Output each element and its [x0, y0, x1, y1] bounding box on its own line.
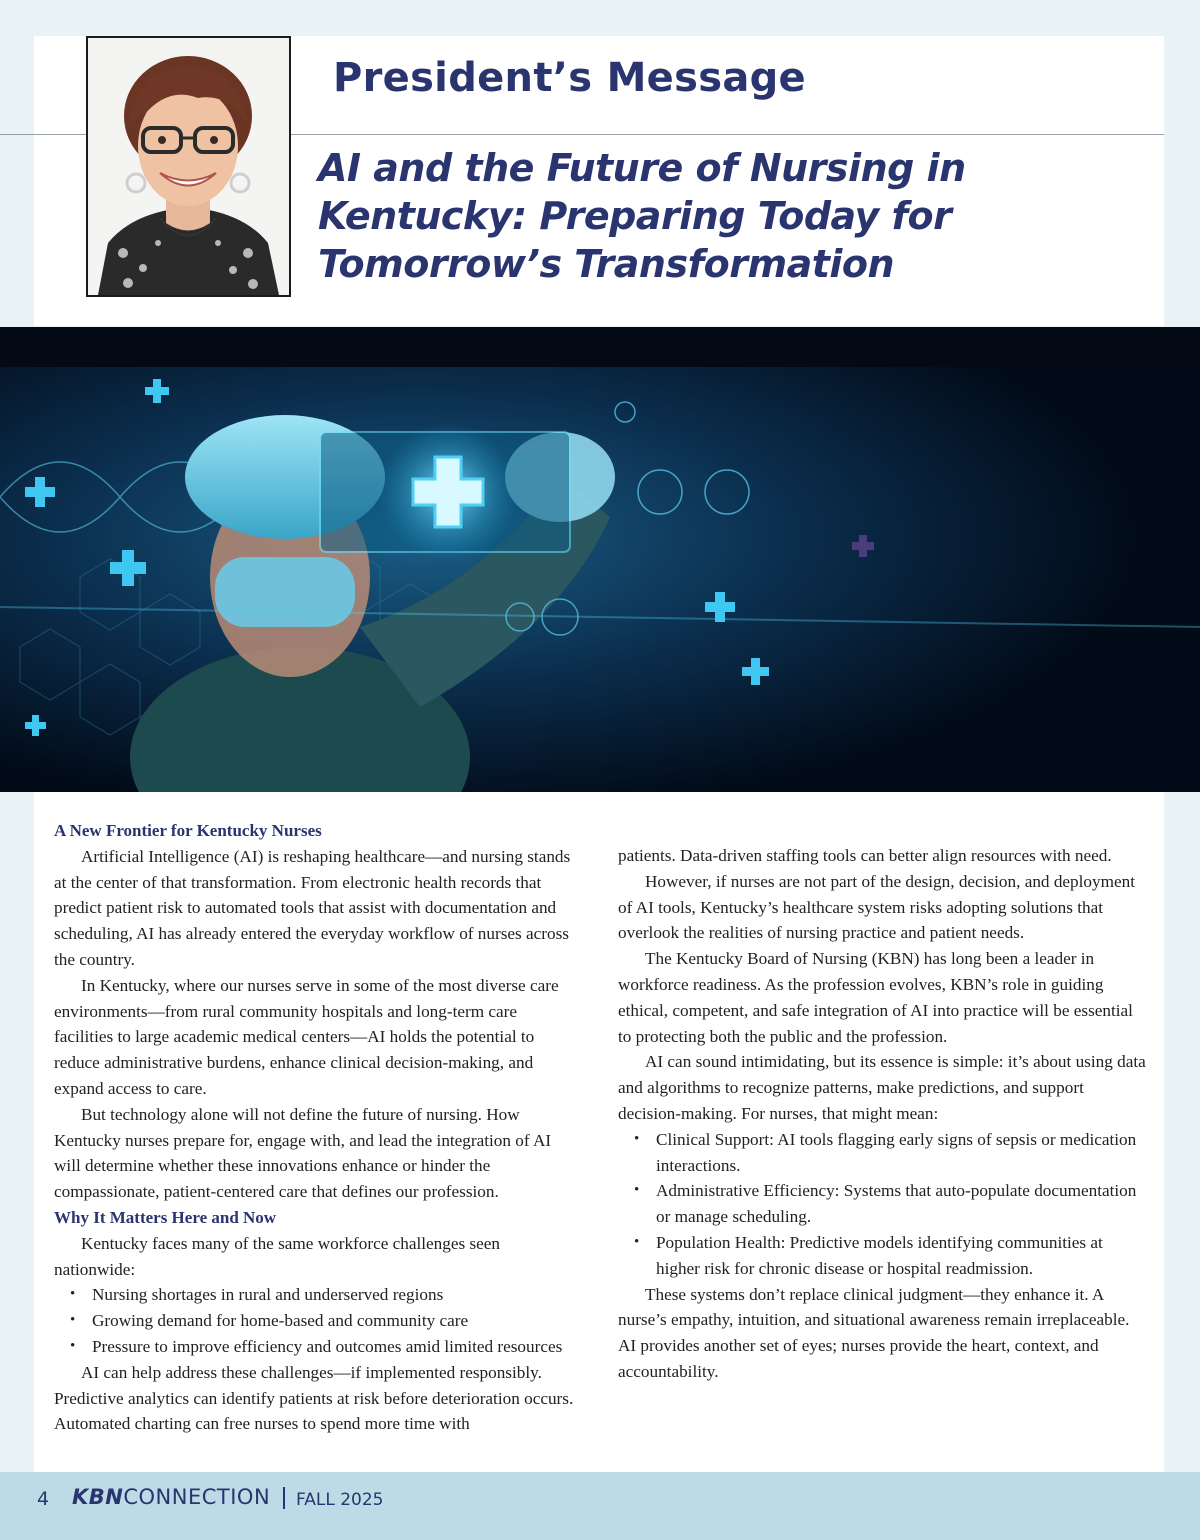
- bullet-icon: •: [70, 1312, 76, 1329]
- subhead: A New Frontier for Kentucky Nurses: [54, 821, 322, 840]
- paragraph: Kentucky faces many of the same workforce challenges seen nationwide:: [54, 1233, 501, 1279]
- bullet-icon: •: [634, 1233, 640, 1250]
- bullet-text: Administrative Efficiency: Systems that auto-populate documentation or manage scheduling.: [656, 1181, 1137, 1227]
- article-headline: [318, 144, 1118, 288]
- paragraph: These systems don’t replace clinical judgment—they enhance it. A nurse’s empathy, intuition, and situational awareness remain irreplaceable. AI provides another set of eyes; nurses provide the heart, context, and accountability.: [618, 1284, 1130, 1381]
- paragraph: The Kentucky Board of Nursing (KBN) has long been a leader in workforce readiness. As the profession evolves, KBN’s role in guiding ethical, competent, and safe integration of AI into practice will be essential to protecting both the public and the profession.: [618, 949, 1133, 1046]
- bullet-item: [618, 1178, 1148, 1230]
- paragraph: In Kentucky, where our nurses serve in some of the most diverse care environments—from rural community hospitals and long-term care facilities to large academic medical centers—AI holds the potential to reduce administrative burdens, enhance clinical decision-making, and expand access to care.: [54, 975, 559, 1098]
- bullet-item: [618, 1127, 1148, 1179]
- headline-line: AI and the Future of Nursing in: [318, 146, 966, 190]
- bullet-text: Nursing shortages in rural and underserved regions: [92, 1285, 444, 1305]
- headline-line: Tomorrow’s Transformation: [318, 242, 895, 286]
- bullet-item: [54, 1334, 574, 1360]
- subhead: Why It Matters Here and Now: [54, 1207, 277, 1227]
- brand-rest: CONNECTION: [123, 1485, 271, 1509]
- paragraph: patients. Data-driven staffing tools can better align resources with need.: [618, 846, 1112, 865]
- president-portrait: [86, 36, 291, 297]
- paragraph: However, if nurses are not part of the design, decision, and deployment of AI tools, Kentucky’s healthcare system risks adopting solutions that overlook the realities of nursing practice and patient needs.: [618, 871, 1135, 943]
- page-number: 4: [37, 1488, 50, 1510]
- bullet-icon: •: [634, 1182, 640, 1199]
- bullet-item: [54, 1282, 574, 1308]
- publication-brand: [72, 1485, 270, 1509]
- portrait-image: [88, 38, 289, 295]
- bullet-icon: •: [70, 1286, 76, 1303]
- paragraph: Artificial Intelligence (AI) is reshaping healthcare—and nursing stands at the center of that transformation. From electronic health records that predict patient risk to automated tools that assist with documentation and scheduling, AI has already entered the everyday workflow of nurses across the country.: [54, 846, 571, 969]
- headline-line: Kentucky: Preparing Today for: [318, 194, 952, 238]
- paragraph: But technology alone will not define the future of nursing. How Kentucky nurses prepare for, engage with, and lead the integration of AI will determine whether these innovations enhance or hinder the compassionate, patient-centered care that defines our profession.: [54, 1104, 552, 1202]
- bullet-icon: •: [70, 1337, 76, 1354]
- article-column-left: [54, 818, 574, 1437]
- bullet-icon: •: [634, 1130, 640, 1147]
- paragraph: AI can help address these challenges—if implemented responsibly. Predictive analytics can identify patients at risk before deterioration occurs. Automated charting can free nurses to spend more time with: [54, 1362, 574, 1434]
- nurse-hologram-illustration: [0, 327, 1200, 792]
- footer-divider: [283, 1487, 285, 1509]
- bullet-text: Pressure to improve efficiency and outcomes amid limited resources: [92, 1336, 563, 1356]
- brand-bold: KBN: [72, 1485, 124, 1509]
- article-column-right: [618, 843, 1148, 1385]
- bullet-text: Population Health: Predictive models identifying communities at higher risk for chronic disease or hospital readmission.: [656, 1232, 1103, 1278]
- bullet-text: Growing demand for home-based and community care: [92, 1311, 469, 1331]
- bullet-item: [618, 1230, 1148, 1282]
- issue-label: FALL 2025: [296, 1490, 384, 1510]
- hero-image: [0, 327, 1200, 792]
- paragraph: AI can sound intimidating, but its essence is simple: it’s about using data and algorithms to recognize patterns, make predictions, and support decision-making. For nurses, that might mean:: [618, 1052, 1146, 1123]
- section-title: President’s Message: [333, 55, 806, 101]
- bullet-text: Clinical Support: AI tools flagging early signs of sepsis or medication interactions.: [656, 1129, 1137, 1175]
- bullet-item: [54, 1308, 574, 1334]
